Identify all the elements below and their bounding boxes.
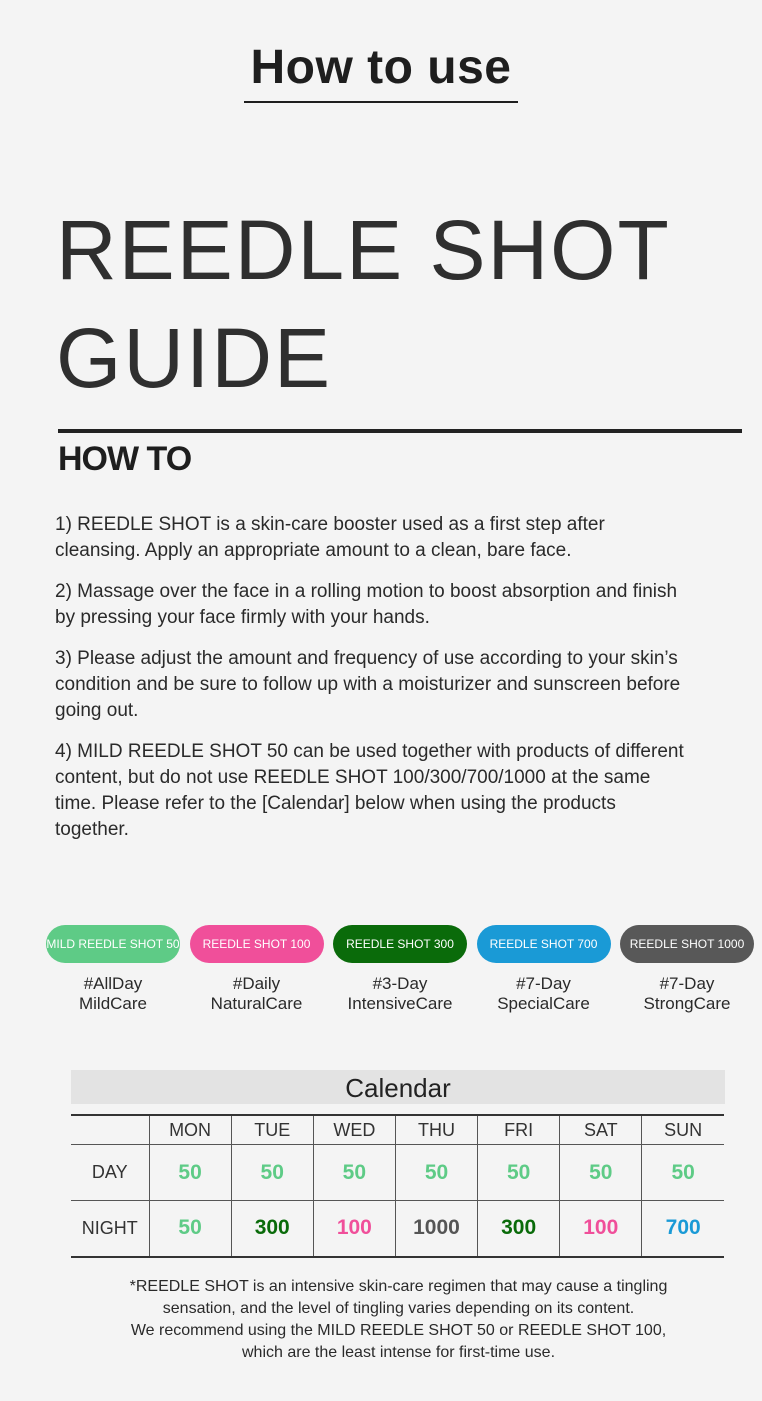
product-tag — [333, 974, 467, 1014]
day-header: TUE — [231, 1115, 313, 1145]
calendar-header-row — [71, 1115, 724, 1145]
step-2: 2) Massage over the face in a rolling motion to boost absorption and finish by pressing your face firmly with your hands. — [55, 581, 678, 628]
day-header: SAT — [560, 1115, 642, 1145]
instruction-steps — [55, 512, 695, 858]
day-header: MON — [149, 1115, 231, 1145]
page-title: How to use — [244, 40, 517, 103]
product-list — [46, 925, 754, 1014]
product-tag-line2: StrongCare — [643, 994, 731, 1013]
product-pill: REEDLE SHOT 700 — [477, 925, 611, 963]
calendar-cell: 50 — [560, 1145, 642, 1201]
product-tag-line2: SpecialCare — [497, 994, 590, 1013]
product-pill: REEDLE SHOT 1000 — [620, 925, 754, 963]
product-pill: REEDLE SHOT 300 — [333, 925, 467, 963]
step-1: 1) REEDLE SHOT is a skin-care booster used as a first step after cleansing. Apply an appropriate amount to a clean, bare face. — [55, 514, 605, 561]
row-label: NIGHT — [81, 1217, 138, 1238]
guide-title-line2: GUIDE — [56, 311, 333, 405]
product-item — [620, 925, 754, 1014]
footnote — [0, 1276, 762, 1364]
calendar-cell: 50 — [313, 1145, 395, 1201]
calendar-cell: 50 — [478, 1145, 560, 1201]
calendar-table — [71, 1114, 724, 1258]
calendar-cell: 300 — [231, 1201, 313, 1257]
footnote-line: We recommend using the MILD REEDLE SHOT 50 or REEDLE SHOT 100, — [130, 1322, 667, 1339]
product-item — [477, 925, 611, 1014]
product-tag-line1: #AllDay — [83, 974, 143, 993]
calendar-cell: 700 — [642, 1201, 724, 1257]
product-tag — [477, 974, 611, 1014]
product-pill: REEDLE SHOT 100 — [190, 925, 324, 963]
calendar-cell: 50 — [149, 1201, 231, 1257]
calendar-cell: 100 — [560, 1201, 642, 1257]
product-pill: MILD REEDLE SHOT 50 — [46, 925, 180, 963]
calendar-row-night — [71, 1201, 724, 1257]
row-label: DAY — [91, 1162, 128, 1182]
product-item — [333, 925, 467, 1014]
step-3: 3) Please adjust the amount and frequency of use according to your skin’s condition and be sure to follow up with a moisturizer and sunscreen before going out. — [55, 648, 681, 721]
product-tag-line1: #7-Day — [516, 974, 571, 993]
guide-title-line1: REEDLE SHOT — [56, 203, 671, 297]
step-4: 4) MILD REEDLE SHOT 50 can be used together with products of different content, but do not use REEDLE SHOT 100/300/700/1000 at the same time. Please refer to the [Calendar] below when using the products together. — [55, 741, 684, 840]
product-tag-line2: NaturalCare — [210, 994, 303, 1013]
product-tag-line2: MildCare — [78, 994, 148, 1013]
section-heading: HOW TO — [58, 440, 192, 478]
product-tag-line1: #7-Day — [659, 974, 715, 993]
day-header: WED — [313, 1115, 395, 1145]
product-tag-line1: #Daily — [232, 974, 281, 993]
calendar-cell: 50 — [149, 1145, 231, 1201]
product-tag — [620, 974, 754, 1014]
calendar-cell: 50 — [395, 1145, 477, 1201]
product-item — [190, 925, 324, 1014]
calendar-cell: 300 — [478, 1201, 560, 1257]
day-header: SUN — [642, 1115, 724, 1145]
calendar-row-day — [71, 1145, 724, 1201]
product-item — [46, 925, 180, 1014]
product-tag-line1: #3-Day — [372, 974, 428, 993]
calendar — [71, 1070, 725, 1258]
footnote-line: *REEDLE SHOT is an intensive skin-care regimen that may cause a tingling — [129, 1278, 668, 1295]
product-tag — [46, 974, 180, 1014]
day-header: THU — [395, 1115, 477, 1145]
page-header — [0, 40, 762, 103]
calendar-cell: 100 — [313, 1201, 395, 1257]
calendar-cell: 1000 — [395, 1201, 477, 1257]
day-header: FRI — [478, 1115, 560, 1145]
calendar-cell: 50 — [642, 1145, 724, 1201]
product-tag — [190, 974, 324, 1014]
section-divider — [58, 429, 742, 433]
calendar-corner-cell — [71, 1115, 149, 1145]
footnote-line: sensation, and the level of tingling varies depending on its content. — [162, 1300, 635, 1317]
calendar-title: Calendar — [71, 1070, 725, 1104]
calendar-cell: 50 — [231, 1145, 313, 1201]
footnote-line: which are the least intense for first-time use. — [241, 1344, 556, 1361]
guide-title — [56, 196, 671, 412]
product-tag-line2: IntensiveCare — [347, 994, 453, 1013]
